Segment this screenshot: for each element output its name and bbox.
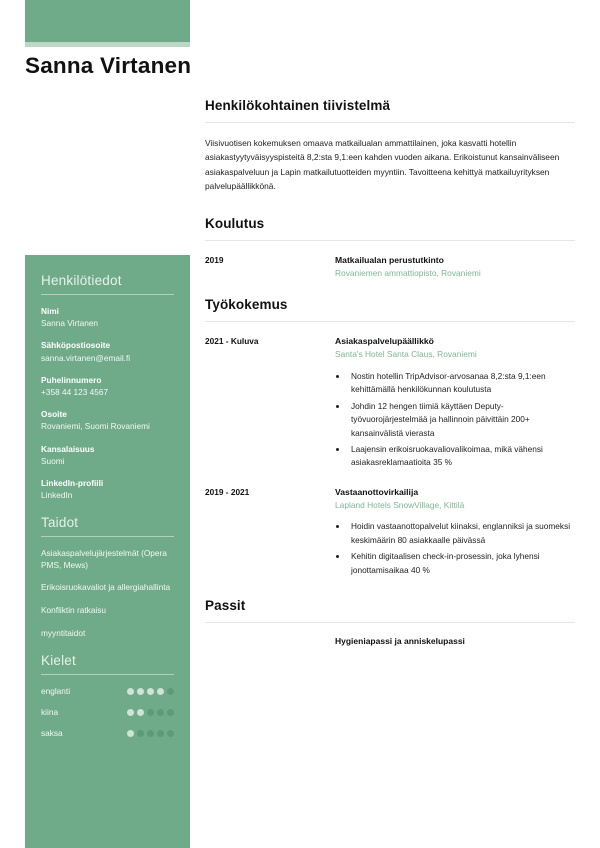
experience-entry-date: 2019 - 2021: [205, 486, 250, 497]
level-dot: [127, 709, 134, 716]
sidebar-section-title-languages: Kielet: [41, 653, 76, 669]
sidebar-section-title-skills: Taidot: [41, 515, 79, 531]
education-entry-title: Matkailualan perustutkinto: [335, 254, 444, 265]
sidebar-divider-skills: [41, 536, 174, 537]
header-accent-block: [25, 0, 190, 42]
section-title-summary: Henkilökohtainen tiivistelmä: [205, 98, 391, 113]
level-dot: [167, 688, 174, 695]
experience-entry-bullets: [348, 370, 575, 470]
personal-field-label: Nimi: [41, 306, 59, 316]
personal-field-nationality: [41, 444, 174, 467]
education-entry: [205, 254, 575, 280]
personal-field-value[interactable]: +358 44 123 4567: [41, 386, 109, 397]
experience-entry: [205, 486, 575, 580]
level-dot: [167, 730, 174, 737]
summary-text: Viisivuotisen kokemuksen omaava matkailualan ammattilainen, joka kasvatti hotellin asiakastyytyväisyyspisteitä 8,2:sta 9,1:een kahden vuoden aikana. Erikoistunut kansainväliseen asiakaspalveluun ja Lapin matkailutuotteiden myyntiin. Tavoitteena kehittyä matkailuyrityksen palvelupäällikkönä.: [205, 138, 560, 192]
language-level-dots: [127, 709, 174, 716]
page-title: Sanna Virtanen: [25, 53, 192, 78]
bullet-item: • Johdin 12 hengen tiimiä käyttäen Deputy-työvuorojärjestelmää ja hallinnoin päivittäin 200+ kansainvälistä vierasta: [348, 400, 575, 440]
personal-field-label: LinkedIn-profiili: [41, 477, 104, 488]
sidebar-section-title-personal: Henkilötiedot: [41, 273, 122, 288]
personal-field-value[interactable]: sanna.virtanen@email.fi: [41, 352, 131, 363]
experience-entry-date: 2021 - Kuluva: [205, 336, 259, 347]
skill-item: Konfliktin ratkaisu: [41, 605, 107, 616]
bullet-item: • Hoidin vastaanottopalvelut kiinaksi, englanniksi ja suomeksi keskimäärin 80 asiakkaalle päivässä: [348, 520, 575, 547]
sidebar-section-personal: [41, 273, 174, 501]
level-dot: [157, 709, 164, 716]
experience-entry-employer: Lapland Hotels SnowVillage, Kittilä: [335, 499, 465, 510]
language-name: kiina: [41, 707, 59, 718]
personal-field-value: Sanna Virtanen: [41, 318, 99, 329]
section-divider-experience: [205, 321, 575, 322]
level-dot: [167, 709, 174, 716]
section-experience: [205, 297, 575, 580]
bullet-item: • Laajensin erikoisruokavaliovalikoimaa, mikä vähensi asiakasreklamaatioita 35 %: [348, 443, 575, 470]
section-title-certificates: Passit: [205, 598, 246, 614]
language-name: saksa: [41, 728, 63, 739]
experience-entry-bullets: [348, 520, 575, 577]
education-entry-body: [335, 254, 575, 280]
education-entry-institution: Rovaniemen ammattiopisto, Rovaniemi: [335, 267, 481, 278]
sidebar-section-languages: [41, 653, 174, 738]
sidebar: [25, 255, 190, 848]
section-education: [205, 216, 575, 280]
level-dot: [147, 709, 154, 716]
section-summary: [205, 98, 575, 194]
experience-entry-title: Asiakaspalvelupäällikkö: [335, 336, 434, 347]
personal-field-phone: [41, 375, 174, 398]
education-entry-date: 2019: [205, 254, 224, 265]
section-divider-education: [205, 240, 575, 241]
skill-item: Erikoisruokavaliot ja allergiahallinta: [41, 582, 171, 593]
personal-field-label: Kansalaisuus: [41, 443, 95, 454]
sidebar-divider-languages: [41, 674, 174, 675]
language-name: englanti: [41, 686, 71, 697]
personal-field-linkedin: [41, 478, 174, 501]
level-dot: [127, 730, 134, 737]
language-row: [41, 707, 174, 717]
level-dot: [157, 730, 164, 737]
experience-entry-title: Vastaanottovirkailija: [335, 486, 419, 497]
personal-field-label: Puhelinnumero: [41, 374, 102, 385]
personal-field-name: [41, 306, 174, 329]
language-level-dots: [127, 688, 174, 695]
language-row: [41, 728, 174, 738]
section-title-education: Koulutus: [205, 215, 265, 231]
experience-entry: [205, 335, 575, 473]
experience-entry-body: [335, 486, 575, 580]
personal-field-address: [41, 409, 174, 432]
level-dot: [137, 709, 144, 716]
section-title-experience: Työkokemus: [205, 297, 288, 313]
personal-field-email: [41, 340, 174, 363]
level-dot: [127, 688, 134, 695]
level-dot: [137, 688, 144, 695]
bullet-item: • Nostin hotellin TripAdvisor-arvosanaa 8,2:sta 9,1:een kehittämällä henkilökunnan koulutusta: [348, 370, 575, 397]
section-divider-certificates: [205, 622, 575, 623]
experience-entry-body: [335, 335, 575, 473]
skill-item: myyntitaidot: [41, 627, 86, 638]
skill-item: Asiakaspalvelujärjestelmät (Opera PMS, Mews): [41, 548, 167, 570]
main-content: [205, 0, 575, 646]
personal-field-value: Suomi: [41, 455, 65, 466]
language-level-dots: [127, 730, 174, 737]
level-dot: [137, 730, 144, 737]
bullet-item: • Kehitin digitaalisen check-in-prosessin, joka lyhensi jonottamisaikaa 40 %: [348, 550, 575, 577]
personal-field-label: Osoite: [41, 409, 67, 420]
sidebar-section-skills: [41, 515, 174, 639]
header-accent-underline: [25, 42, 190, 47]
section-divider-summary: [205, 122, 575, 123]
personal-field-value: Rovaniemi, Suomi Rovaniemi: [41, 421, 150, 432]
level-dot: [157, 688, 164, 695]
level-dot: [147, 730, 154, 737]
personal-field-label: Sähköpostiosoite: [41, 340, 111, 351]
certificates-value: Hygieniapassi ja anniskelupassi: [335, 636, 465, 647]
language-row: [41, 686, 174, 696]
level-dot: [147, 688, 154, 695]
personal-field-value[interactable]: LinkedIn: [41, 490, 73, 501]
section-certificates: [205, 598, 575, 646]
experience-entry-employer: Santa's Hotel Santa Claus, Rovaniemi: [335, 349, 477, 360]
sidebar-divider-personal: [41, 294, 174, 295]
